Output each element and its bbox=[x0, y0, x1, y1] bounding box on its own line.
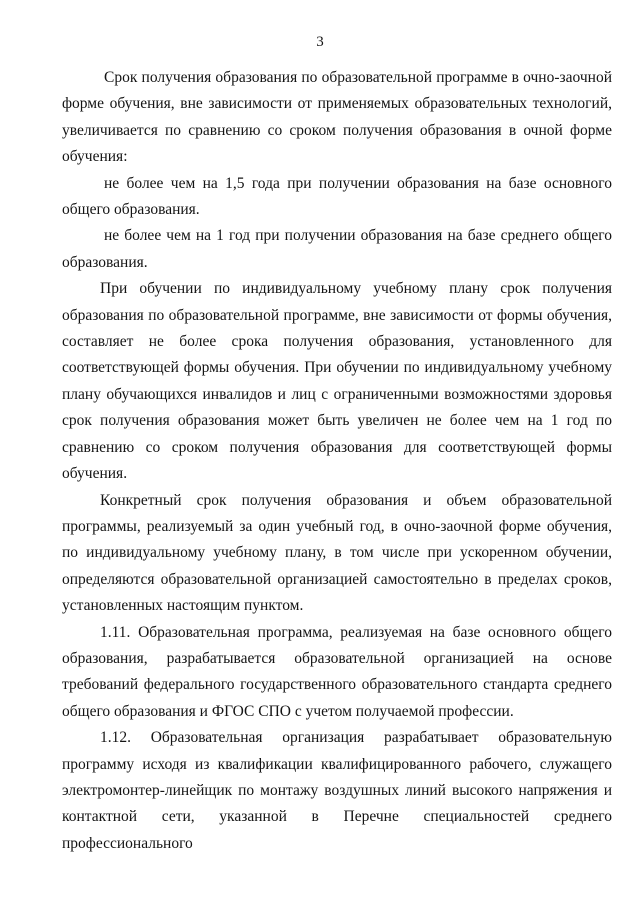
paragraph-clause-1-11: 1.11. Образовательная программа, реализуемая на базе основного общего образования, разрабатывается образовательной организацией на основе требований федерального государственного образовательного стандарта среднего общего образования и ФГОС СПО с учетом получаемой профессии. bbox=[62, 623, 612, 720]
paragraph-secondary-general: не более чем на 1 год при получении образования на базе среднего общего образования. bbox=[62, 227, 612, 271]
paragraph-term-part-time: Срок получения образования по образовательной программе в очно-заочной форме обучения, вне зависимости от применяемых образовательных технологий, увеличивается по сравнению со сроком получения образования в очной форме обучения: bbox=[62, 69, 612, 166]
paragraph-individual-plan: При обучении по индивидуальному учебному плану срок получения образования по образовательной программе, вне зависимости от формы обучения, составляет не более срока получения образования, установленного для соответствующей формы обучения. При обучении по индивидуальному учебному плану обучающихся инвалидов и лиц с ограниченными возможностями здоровья срок получения образования может быть увеличен не более чем на 1 год по сравнению со сроком получения образования для соответствующей формы обучения. bbox=[62, 280, 612, 483]
paragraph-clause-1-12: 1.12. Образовательная организация разрабатывает образовательную программу исходя из квалификации квалифицированного рабочего, служащего электромонтер-линейщик по монтажу воздушных линий высокого напряжения и контактной сети, указанной в Перечне специальностей среднего профессионального bbox=[62, 729, 612, 852]
paragraph-basic-general: не более чем на 1,5 года при получении образования на базе основного общего образования. bbox=[62, 174, 612, 219]
paragraph-specific-term: Конкретный срок получения образования и объем образовательной программы, реализуемый за один учебный год, в очно-заочной форме обучения, по индивидуальному учебному плану, в том числе при ускоренном обучении, определяются образовательной организацией самостоятельно в пределах сроков, установленных настоящим пунктом. bbox=[62, 491, 612, 615]
document-body bbox=[62, 65, 612, 857]
page-number: 3 bbox=[316, 34, 324, 50]
